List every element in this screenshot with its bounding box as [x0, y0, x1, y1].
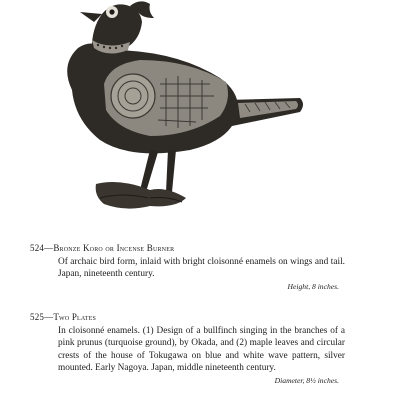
entry-number: 524 — [30, 243, 45, 253]
entry-number: 525 — [30, 312, 45, 322]
entry-dimension: Diameter, 8½ inches. — [274, 375, 339, 385]
entry-title: Two Plates — [53, 312, 97, 322]
entry-dimension: Height, 8 inches. — [287, 281, 339, 291]
catalog-entry-524 — [30, 243, 345, 291]
entry-description: Of archaic bird form, inlaid with bright cloisonné enamels on wings and tail. Japan, nineteenth century. — [58, 257, 345, 280]
entry-heading: 524—Bronze Koro or Incense Burner — [30, 243, 175, 253]
entry-title: Bronze Koro or Incense Burner — [53, 243, 175, 253]
catalog-entry-525 — [30, 312, 345, 385]
entry-heading: 525—Two Plates — [30, 312, 97, 322]
entry-description: In cloisonné enamels. (1) Design of a bullfinch singing in the branches of a pink prunus (turquoise ground), by Okada, and (2) maple leaves and circular crests of the house of Tokugawa on blue and white wave pattern, silver mounted. Early Nagoya. Japan, middle nineteenth century. — [58, 326, 345, 374]
legs — [140, 150, 176, 192]
